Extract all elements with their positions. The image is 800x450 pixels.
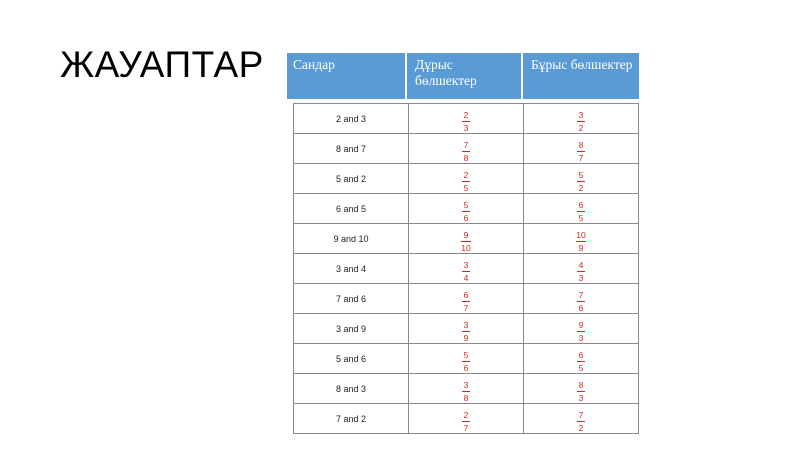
numerator: 6 (463, 289, 469, 300)
numerator: 9 (463, 229, 469, 240)
denominator: 2 (578, 422, 584, 433)
denominator: 3 (578, 392, 584, 403)
improper-fraction-cell (524, 404, 639, 434)
proper-fraction (462, 170, 470, 193)
proper-fraction (462, 110, 470, 133)
fraction-bar (577, 121, 585, 122)
improper-fraction-cell (524, 314, 639, 344)
fraction-bar (577, 301, 585, 302)
answers-table (287, 53, 639, 434)
fraction-bar (577, 271, 585, 272)
table-row (294, 224, 639, 254)
fraction-bar (577, 421, 585, 422)
numbers-cell: 3 and 9 (294, 314, 409, 344)
improper-fraction (577, 110, 585, 133)
table-row (294, 134, 639, 164)
proper-fraction-cell (409, 134, 524, 164)
improper-fraction (577, 260, 585, 283)
denominator: 8 (463, 152, 469, 163)
proper-fraction-cell (409, 254, 524, 284)
fraction-bar (577, 361, 585, 362)
denominator: 7 (463, 422, 469, 433)
fraction-bar (576, 241, 585, 242)
denominator: 2 (578, 122, 584, 133)
proper-fraction (462, 260, 470, 283)
proper-fraction-cell (409, 404, 524, 434)
denominator: 4 (463, 272, 469, 283)
improper-fraction-cell (524, 254, 639, 284)
numerator: 3 (463, 319, 469, 330)
improper-fraction-cell (524, 194, 639, 224)
numerator: 3 (578, 109, 584, 120)
table-row (294, 104, 639, 134)
header-numbers: Сандар (287, 53, 407, 99)
fraction-bar (577, 151, 585, 152)
denominator: 2 (578, 182, 584, 193)
fraction-bar (577, 331, 585, 332)
table-row (294, 164, 639, 194)
numerator: 10 (576, 229, 586, 240)
proper-fraction-cell (409, 344, 524, 374)
denominator: 3 (463, 122, 469, 133)
numerator: 6 (578, 349, 584, 360)
fraction-bar (462, 151, 470, 152)
table-row (294, 284, 639, 314)
numerator: 5 (463, 349, 469, 360)
denominator: 7 (463, 302, 469, 313)
proper-fraction-cell (409, 164, 524, 194)
proper-fraction (462, 290, 470, 313)
proper-fraction-cell (409, 194, 524, 224)
numerator: 5 (463, 199, 469, 210)
denominator: 5 (578, 362, 584, 373)
improper-fraction-cell (524, 164, 639, 194)
proper-fraction-cell (409, 314, 524, 344)
denominator: 5 (578, 212, 584, 223)
numbers-cell: 5 and 2 (294, 164, 409, 194)
improper-fraction (577, 410, 585, 433)
numerator: 3 (463, 379, 469, 390)
improper-fraction (577, 320, 585, 343)
improper-fraction-cell (524, 344, 639, 374)
improper-fraction (577, 380, 585, 403)
fraction-bar (462, 361, 470, 362)
table-row (294, 404, 639, 434)
numerator: 7 (578, 409, 584, 420)
numbers-cell: 5 and 6 (294, 344, 409, 374)
improper-fraction-cell (524, 284, 639, 314)
denominator: 3 (578, 272, 584, 283)
denominator: 6 (463, 362, 469, 373)
denominator: 6 (578, 302, 584, 313)
fraction-bar (577, 211, 585, 212)
numerator: 9 (578, 319, 584, 330)
numerator: 5 (578, 169, 584, 180)
numbers-cell: 3 and 4 (294, 254, 409, 284)
fraction-bar (462, 331, 470, 332)
fraction-bar (577, 391, 585, 392)
denominator: 9 (578, 242, 584, 253)
numbers-cell: 7 and 2 (294, 404, 409, 434)
fraction-bar (462, 181, 470, 182)
numbers-cell: 8 and 3 (294, 374, 409, 404)
improper-fraction-cell (524, 134, 639, 164)
table-row (294, 374, 639, 404)
improper-fraction (577, 170, 585, 193)
denominator: 7 (578, 152, 584, 163)
proper-fraction-cell (409, 104, 524, 134)
denominator: 9 (463, 332, 469, 343)
proper-fraction (462, 350, 470, 373)
numerator: 7 (463, 139, 469, 150)
table-body (293, 103, 639, 434)
denominator: 3 (578, 332, 584, 343)
table-row (294, 254, 639, 284)
improper-fraction-cell (524, 224, 639, 254)
numerator: 2 (463, 109, 469, 120)
numerator: 8 (578, 139, 584, 150)
denominator: 5 (463, 182, 469, 193)
numerator: 3 (463, 259, 469, 270)
numbers-cell: 2 and 3 (294, 104, 409, 134)
table-row (294, 314, 639, 344)
table-row (294, 344, 639, 374)
fraction-bar (462, 211, 470, 212)
proper-fraction (462, 140, 470, 163)
improper-fraction (576, 230, 585, 253)
proper-fraction (461, 230, 470, 253)
improper-fraction-cell (524, 374, 639, 404)
improper-fraction-cell (524, 104, 639, 134)
numerator: 7 (578, 289, 584, 300)
numerator: 6 (578, 199, 584, 210)
numbers-cell: 6 and 5 (294, 194, 409, 224)
proper-fraction-cell (409, 284, 524, 314)
fraction-bar (462, 421, 470, 422)
fraction-bar (462, 121, 470, 122)
improper-fraction (577, 350, 585, 373)
numbers-cell: 9 and 10 (294, 224, 409, 254)
numerator: 8 (578, 379, 584, 390)
improper-fraction (577, 140, 585, 163)
proper-fraction-cell (409, 374, 524, 404)
numbers-cell: 7 and 6 (294, 284, 409, 314)
proper-fraction (462, 200, 470, 223)
improper-fraction (577, 200, 585, 223)
denominator: 6 (463, 212, 469, 223)
fraction-bar (461, 241, 470, 242)
table-row (294, 194, 639, 224)
proper-fraction (462, 410, 470, 433)
header-improper-fractions: Бұрыс бөлшектер (531, 57, 633, 72)
numbers-cell: 8 and 7 (294, 134, 409, 164)
numerator: 2 (463, 409, 469, 420)
fraction-bar (462, 301, 470, 302)
improper-fraction (577, 290, 585, 313)
slide-title: ЖАУАПТАР (60, 44, 264, 85)
numerator: 2 (463, 169, 469, 180)
fraction-bar (462, 271, 470, 272)
proper-fraction (462, 380, 470, 403)
proper-fraction (462, 320, 470, 343)
proper-fraction-cell (409, 224, 524, 254)
denominator: 10 (461, 242, 471, 253)
fraction-bar (462, 391, 470, 392)
header-proper-fractions: Дұрыс бөлшектер (409, 53, 523, 99)
numerator: 4 (578, 259, 584, 270)
table-header (287, 53, 639, 99)
denominator: 8 (463, 392, 469, 403)
fraction-bar (577, 181, 585, 182)
